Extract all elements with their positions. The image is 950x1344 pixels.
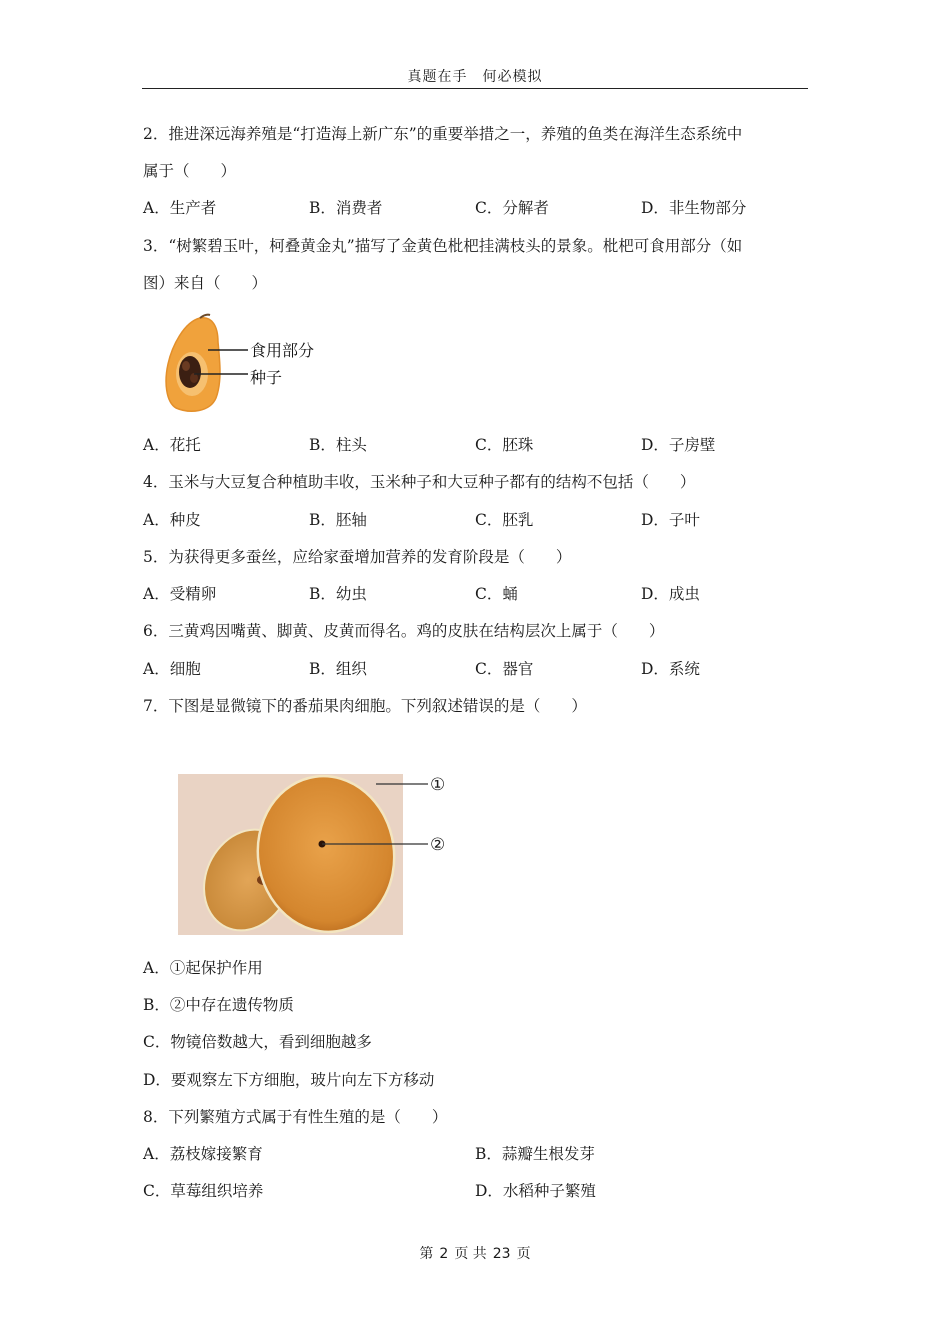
q5-stem: 5．为获得更多蚕丝，应给家蚕增加营养的发育阶段是（ ） [143,548,572,566]
q8-stem: 8．下列繁殖方式属于有性生殖的是（ ） [143,1108,448,1126]
q5-option-a[interactable]: A．受精卵 [143,585,217,603]
q4-option-a[interactable]: A．种皮 [143,511,201,529]
q5-option-b[interactable]: B．幼虫 [309,585,367,603]
q6-option-b[interactable]: B．组织 [309,660,367,678]
page-footer [0,1243,950,1263]
footer-mid: 页 共 [454,1246,487,1262]
q3-stem-line2: 图）来自（ ） [143,274,268,292]
label-marker-1: ① [430,775,446,795]
q2-option-a[interactable]: A．生产者 [143,199,217,217]
q7-option-c[interactable]: C．物镜倍数越大，看到细胞越多 [143,1033,372,1051]
q2-option-b[interactable]: B．消费者 [309,199,383,217]
q2-stem-line2: 属于（ ） [143,162,237,180]
q4-option-c[interactable]: C．胚乳 [475,511,534,529]
q8-option-d[interactable]: D．水稻种子繁殖 [475,1182,596,1200]
q6-option-c[interactable]: C．器官 [475,660,534,678]
q3-option-c[interactable]: C．胚珠 [475,436,534,454]
q5-option-d[interactable]: D．成虫 [641,585,700,603]
q8-option-b[interactable]: B．蒜瓣生根发芽 [475,1145,595,1163]
q2-option-d[interactable]: D．非生物部分 [641,199,747,217]
q6-stem: 6．三黄鸡因嘴黄、脚黄、皮黄而得名。鸡的皮肤在结构层次上属于（ ） [143,622,665,640]
q3-stem-line1: 3．“树繁碧玉叶，柯叠黄金丸”描写了金黄色枇杷挂满枝头的景象。枇杷可食用部分（如 [143,237,743,255]
footer-prefix: 第 [419,1246,434,1262]
q6-option-a[interactable]: A．细胞 [143,660,201,678]
page-header: 真题在手 何必模拟 [407,69,543,85]
q6-option-d[interactable]: D．系统 [641,660,700,678]
q2-option-c[interactable]: C．分解者 [475,199,549,217]
q7-stem: 7．下图是显微镜下的番茄果肉细胞。下列叙述错误的是（ ） [143,697,587,715]
footer-suffix: 页 [516,1246,531,1262]
q4-option-d[interactable]: D．子叶 [641,511,700,529]
q7-option-a[interactable]: A．①起保护作用 [143,959,263,977]
q4-stem: 4．玉米与大豆复合种植助丰收，玉米种子和大豆种子都有的结构不包括（ ） [143,473,696,491]
q8-option-c[interactable]: C．草莓组织培养 [143,1182,264,1200]
footer-total-pages: 23 [492,1246,511,1262]
q7-option-d[interactable]: D．要观察左下方细胞，玻片向左下方移动 [143,1071,435,1089]
footer-page-number: 2 [439,1246,449,1262]
tomato-cell-micrograph [176,768,466,938]
q4-option-b[interactable]: B．胚轴 [309,511,367,529]
q3-option-b[interactable]: B．柱头 [309,436,367,454]
label-marker-2: ② [430,835,446,855]
label-seed: 种子 [250,368,283,387]
q3-option-a[interactable]: A．花托 [143,436,201,454]
header-divider [142,88,808,89]
loquat-fruit-icon [166,315,220,412]
q5-option-c[interactable]: C．蛹 [475,585,518,603]
q7-option-b[interactable]: B．②中存在遗传物质 [143,996,294,1014]
q2-stem-line1: 2．推进深远海养殖是“打造海上新广东”的重要举措之一，养殖的鱼类在海洋生态系统中 [143,125,743,143]
q8-option-a[interactable]: A．荔枝嫁接繁育 [143,1145,263,1163]
loquat-figure [160,312,340,416]
q3-option-d[interactable]: D．子房壁 [641,436,716,454]
label-edible-part: 食用部分 [250,341,315,360]
